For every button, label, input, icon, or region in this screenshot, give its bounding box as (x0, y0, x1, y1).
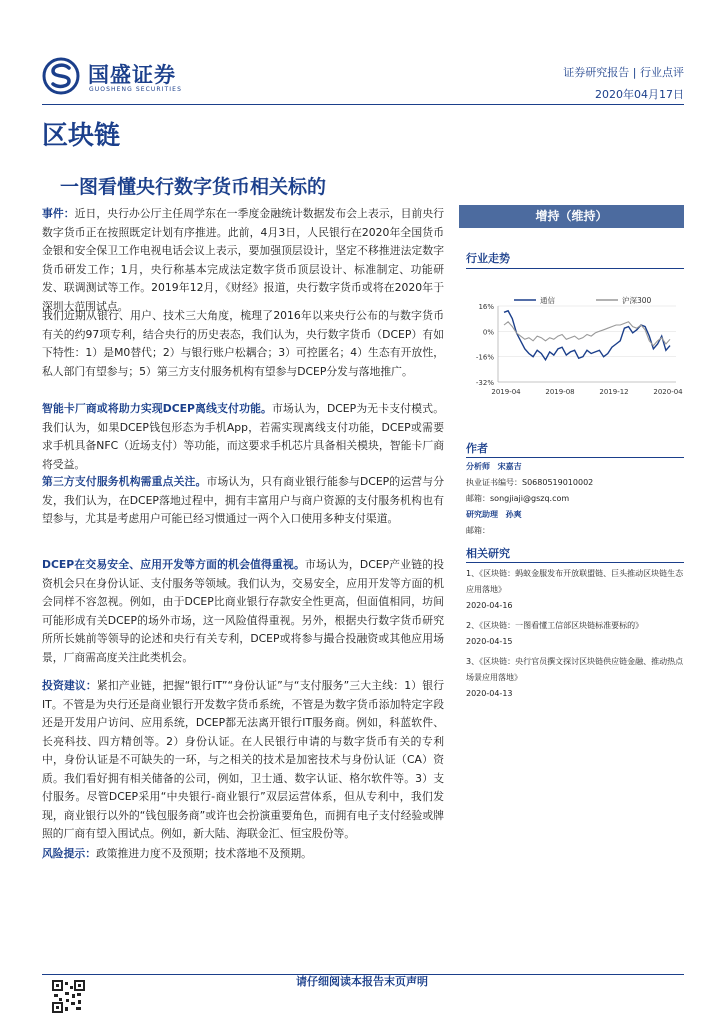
legend-label: 沪深300 (622, 296, 652, 305)
paragraph-thirdparty (42, 473, 444, 529)
analyst-row (466, 459, 686, 475)
paragraph-risk (42, 845, 444, 864)
trend-divider (466, 268, 684, 269)
x-tick-label: 2019-04 (491, 388, 521, 396)
paragraph-text: 近日，央行办公厅主任周学东在一季度金融统计数据发布会上表示，目前央行数字货币正在按照既定计划有序推进。此前，4月3日，人民银行在2020年全国货币金银和安全保卫工作电视电话会议上表示，要加强顶层设计，坚定不移推进法定数字货币研发工作；1月，央行称基本完成法定数字货币顶层设计、标准制定、功能研发、联调测试等工作。2019年12月，《财经》报道，央行数字货币或将在2020年于深圳大范围试点。 (42, 207, 445, 313)
cert-row (466, 475, 686, 491)
series-line-hs300 (504, 322, 670, 346)
related-divider (466, 562, 684, 563)
related-item-title[interactable]: 1、《区块链：蚂蚁金服发布开放联盟链、巨头推动区块链生态应用落地》 (466, 569, 684, 594)
email-row (466, 491, 686, 507)
paragraph-text: 紧扣产业链，把握“银行IT”“身份认证”与“支付服务”三大主线：1）银行IT。不管是为央行还是商业银行开发数字货币系统，不管是为数字货币添加特定字段还是开发用户访问、应用系统，DCEP都无法离开银行IT服务商。例如，科蓝软件、长亮科技、四方精创等。2）身份认证。在人民银行申请的与数字货币有关的专利中，身份认证是不可缺失的一环，与之相关的技术是加密技术与身份认证（CA）资质。我们看好拥有相关储备的公司，例如，卫士通、数字认证、格尔软件等。3）支付服务。尽管DCEP采用“中央银行-商业银行”双层运营体系，但从专利中，我们发现，商业银行以外的“钱包服务商”或许也会扮演重要角色，而拥有电子支付经验或牌照的厂商有望入围试点。例如，新大陆、海联金汇、恒宝股份等。 (42, 679, 445, 840)
related-item-title[interactable]: 3、《区块链：央行官员撰文探讨区块链供应链金融、推动热点场景应用落地》 (466, 657, 684, 682)
paragraph-text: 我们近期从银行、用户、技术三大角度，梳理了2016年以来央行公布的与数字货币有关的约97项专利，结合央行的历史表态，我们认为，央行数字货币（DCEP）有如下特性：1）是M0替代；2）与银行账户松耦合；3）可控匿名；4）生态有开放性，私人部门有望参与；5）第三方支付服务机构有望参与DCEP分发与落地推广。 (42, 309, 444, 378)
trend-chart (466, 292, 684, 404)
assistant-row (466, 507, 686, 523)
email-label: 邮箱： (466, 494, 490, 503)
company-name-en: GUOSHENG SECURITIES (89, 86, 182, 93)
paragraph-smartcard (42, 400, 444, 474)
x-tick-label: 2019-12 (599, 388, 629, 396)
assistant-email-label: 邮箱： (466, 526, 490, 535)
footer-disclaimer: 请仔细阅读本报告末页声明 (296, 975, 428, 988)
report-type: 证券研究报告 | 行业点评 (563, 66, 684, 79)
paragraph-event (42, 205, 444, 316)
related-item-date: 2020-04-13 (466, 689, 513, 698)
related-item-date: 2020-04-16 (466, 601, 513, 610)
paragraph-lead: 风险提示 (42, 847, 86, 860)
related-item[interactable] (466, 566, 688, 614)
related-item[interactable] (466, 654, 688, 702)
y-tick-label: 0% (482, 328, 494, 337)
paragraph-sep: ： (85, 679, 97, 692)
email-link[interactable]: songjiaji@gszq.com (490, 494, 570, 503)
assistant-email-row (466, 523, 686, 539)
author-title: 作者 (466, 442, 488, 455)
author-divider (466, 457, 684, 458)
paragraph-lead: 智能卡厂商或将助力实现DCEP离线支付功能。 (42, 402, 273, 415)
paragraph-text: 市场认为，DCEP产业链的投资机会只在身份认证、支付服务等领域。我们认为，交易安全，应用开发等方面的机会同样不容忽视。例如，由于DCEP比商业银行存款安全性更高，但面值相同，坊间可能形成有关DCEP的场外市场，这一风险值得重视。另外，根据央行数字货币研究所所长姚前等领导的论述和央行有关专利，DCEP或将参与撮合投融资或其他应用场景，厂商需高度关注此类机会。 (42, 558, 444, 664)
paragraph-security (42, 556, 444, 667)
analyst-name: 宋嘉吉 (497, 462, 522, 471)
y-tick-label: 16% (478, 303, 494, 311)
paragraph-investment (42, 677, 444, 844)
paragraph-lead: 事件 (42, 207, 64, 220)
company-name: 国盛证券 (88, 63, 176, 87)
paragraph-sep: ： (85, 847, 96, 860)
related-item-date: 2020-04-15 (466, 637, 513, 646)
paragraph-patents (42, 307, 444, 381)
trend-title: 行业走势 (466, 252, 510, 265)
rating-badge: 增持（维持） (459, 205, 684, 228)
related-list (466, 566, 688, 702)
paragraph-lead: 投资建议 (42, 679, 86, 692)
paragraph-lead: 第三方支付服务机构需重点关注。 (42, 475, 207, 488)
related-title: 相关研究 (466, 547, 510, 560)
author-info (466, 459, 686, 539)
paragraph-text: 政策推进力度不及预期；技术落地不及预期。 (95, 847, 312, 860)
paragraph-text: 市场认为，只有商业银行能参与DCEP的运营与分发，我们认为，在DCEP落地过程中，拥有丰富用户与商户资源的支付服务机构也有望参与，尤其是考虑用户可能已经习惯通过一两个入口使用多种支付渠道。 (42, 475, 445, 525)
y-tick-label: -16% (475, 353, 494, 362)
y-tick-label: -32% (475, 379, 494, 387)
paragraph-lead: DCEP在交易安全、应用开发等方面的机会值得重视。 (42, 558, 305, 571)
cert-label: 执业证书编号： (466, 478, 522, 487)
header-divider (42, 104, 684, 105)
x-tick-label: 2019-08 (545, 388, 575, 396)
legend-label: 通信 (540, 296, 555, 305)
page-title: 区块链 (42, 121, 121, 151)
series-line-telecom (504, 311, 670, 360)
report-date: 2020年04月17日 (595, 88, 684, 101)
related-item-title[interactable]: 2、《区块链：一图看懂工信部区块链标准要标的》 (466, 621, 644, 630)
assistant-label: 研究助理 (466, 510, 498, 519)
assistant-name: 孙爽 (505, 510, 522, 519)
x-tick-label: 2020-04 (653, 388, 683, 396)
cert-number: S0680519010002 (522, 478, 594, 487)
company-logo-icon (42, 57, 80, 95)
related-item[interactable] (466, 618, 688, 650)
analyst-label: 分析师 (466, 462, 490, 471)
paragraph-sep: ： (63, 207, 75, 220)
paragraph-text: 市场认为，DCEP为无卡支付模式。我们认为，如果DCEP钱包形态为手机App，若需实现离线支付功能，DCEP或需要求手机具备NFC（近场支付）等功能，而这要求手机芯片具备相关模块，智能卡厂商将受益。 (42, 402, 444, 471)
page-subtitle: 一图看懂央行数字货币相关标的 (60, 176, 327, 198)
qr-code-icon (52, 980, 85, 1013)
